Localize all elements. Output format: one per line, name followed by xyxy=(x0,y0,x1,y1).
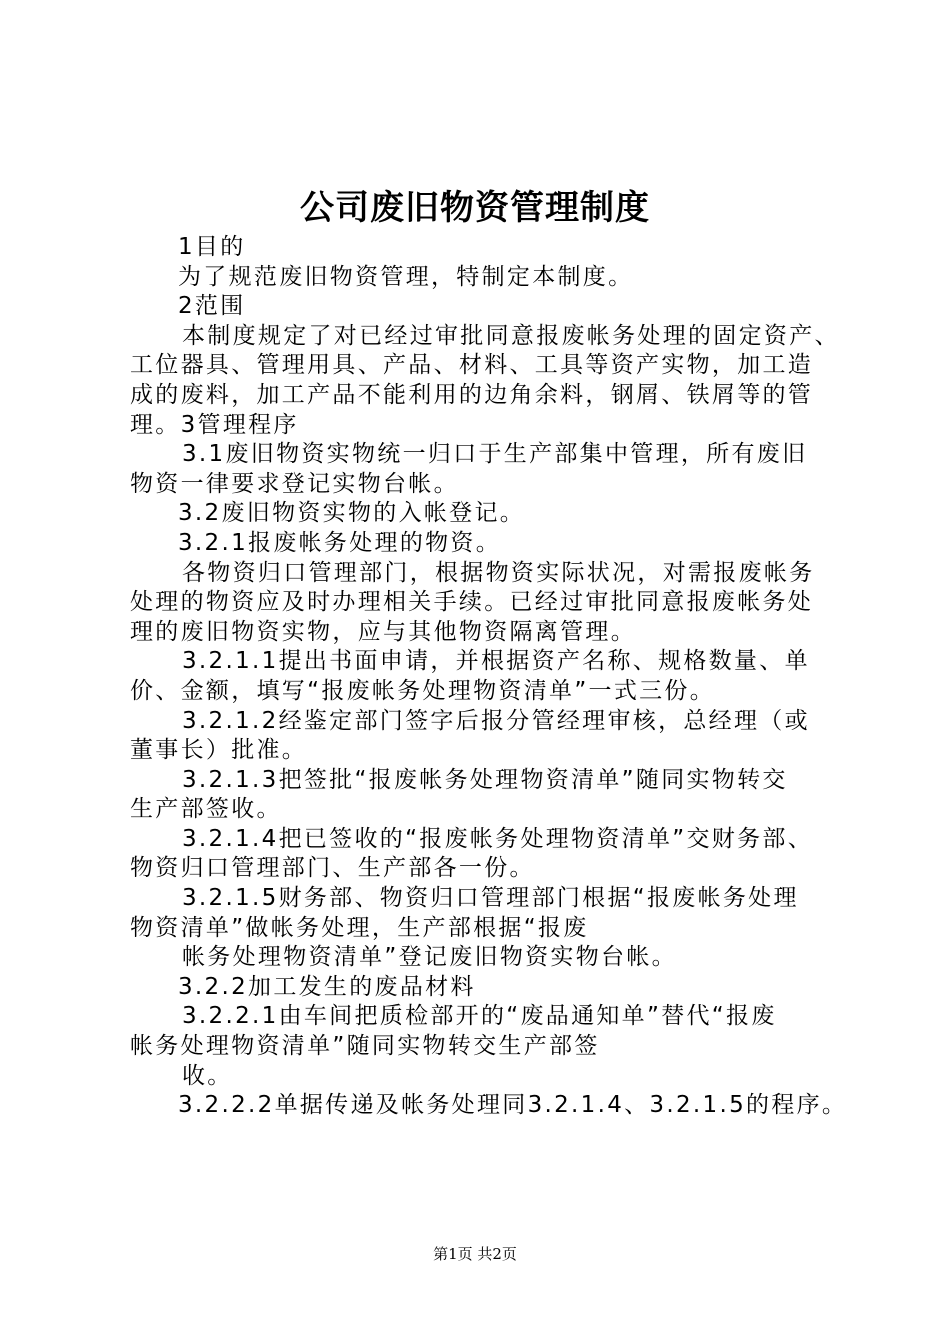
paragraph-line: 3.2.2.2单据传递及帐务处理同3.2.1.4、3.2.1.5的程序。 xyxy=(178,1092,848,1119)
paragraph-line: 帐务处理物资清单”随同实物转交生产部签 xyxy=(130,1033,600,1060)
paragraph-line: 物资归口管理部门、生产部各一份。 xyxy=(130,855,535,882)
paragraph-line: 3.2.1报废帐务处理的物资。 xyxy=(178,529,502,556)
paragraph-line: 3.2.1.2经鉴定部门签字后报分管经理审核，总经理（或 xyxy=(182,707,810,734)
paragraph-line: 物资清单”做帐务处理，生产部根据“报废 xyxy=(130,914,589,941)
paragraph-line: 3.2.1.1提出书面申请，并根据资产名称、规格数量、单 xyxy=(182,648,810,675)
section-heading: 1目的 xyxy=(178,234,246,260)
document-body xyxy=(130,233,848,1121)
paragraph-line: 3.2.1.4把已签收的“报废帐务处理物资清单”交财务部、 xyxy=(182,825,813,852)
paragraph-line: 理。3管理程序 xyxy=(130,411,299,438)
paragraph-line: 生产部签收。 xyxy=(130,796,282,823)
paragraph-line: 各物资归口管理部门，根据物资实际状况，对需报废帐务 xyxy=(182,559,815,586)
paragraph-line: 为了规范废旧物资管理，特制定本制度。 xyxy=(178,263,634,290)
paragraph-line: 收。 xyxy=(182,1062,233,1089)
paragraph-line: 3.2.2.1由车间把质检部开的“废品通知单”替代“报废 xyxy=(182,1003,777,1030)
paragraph-line: 价、金额，填写“报废帐务处理物资清单”一式三份。 xyxy=(130,677,716,704)
document-title: 公司废旧物资管理制度 xyxy=(300,188,650,228)
page-number-footer: 第1页 共2页 xyxy=(433,1245,517,1263)
paragraph-line: 本制度规定了对已经过审批同意报废帐务处理的固定资产、 xyxy=(182,322,840,349)
paragraph-line: 董事长）批准。 xyxy=(130,737,308,764)
paragraph-line: 帐务处理物资清单”登记废旧物资实物台帐。 xyxy=(182,944,677,971)
paragraph-line: 处理的物资应及时办理相关手续。已经过审批同意报废帐务处 xyxy=(130,589,814,616)
paragraph-line: 物资一律要求登记实物台帐。 xyxy=(130,470,459,497)
paragraph-line: 3.1废旧物资实物统一归口于生产部集中管理，所有废旧 xyxy=(182,441,808,468)
paragraph-line: 成的废料，加工产品不能利用的边角余料，钢屑、铁屑等的管 xyxy=(130,381,814,408)
paragraph-line: 3.2.1.5财务部、物资归口管理部门根据“报废帐务处理 xyxy=(182,885,799,912)
section-heading: 2范围 xyxy=(178,293,246,320)
paragraph-line: 理的废旧物资实物，应与其他物资隔离管理。 xyxy=(130,618,636,645)
paragraph-line: 3.2.2加工发生的废品材料 xyxy=(178,973,476,1000)
paragraph-line: 工位器具、管理用具、产品、材料、工具等资产实物，加工造 xyxy=(130,352,814,379)
paragraph-line: 3.2.1.3把签批“报废帐务处理物资清单”随同实物转交 xyxy=(182,766,788,793)
paragraph-line: 3.2废旧物资实物的入帐登记。 xyxy=(178,500,526,527)
